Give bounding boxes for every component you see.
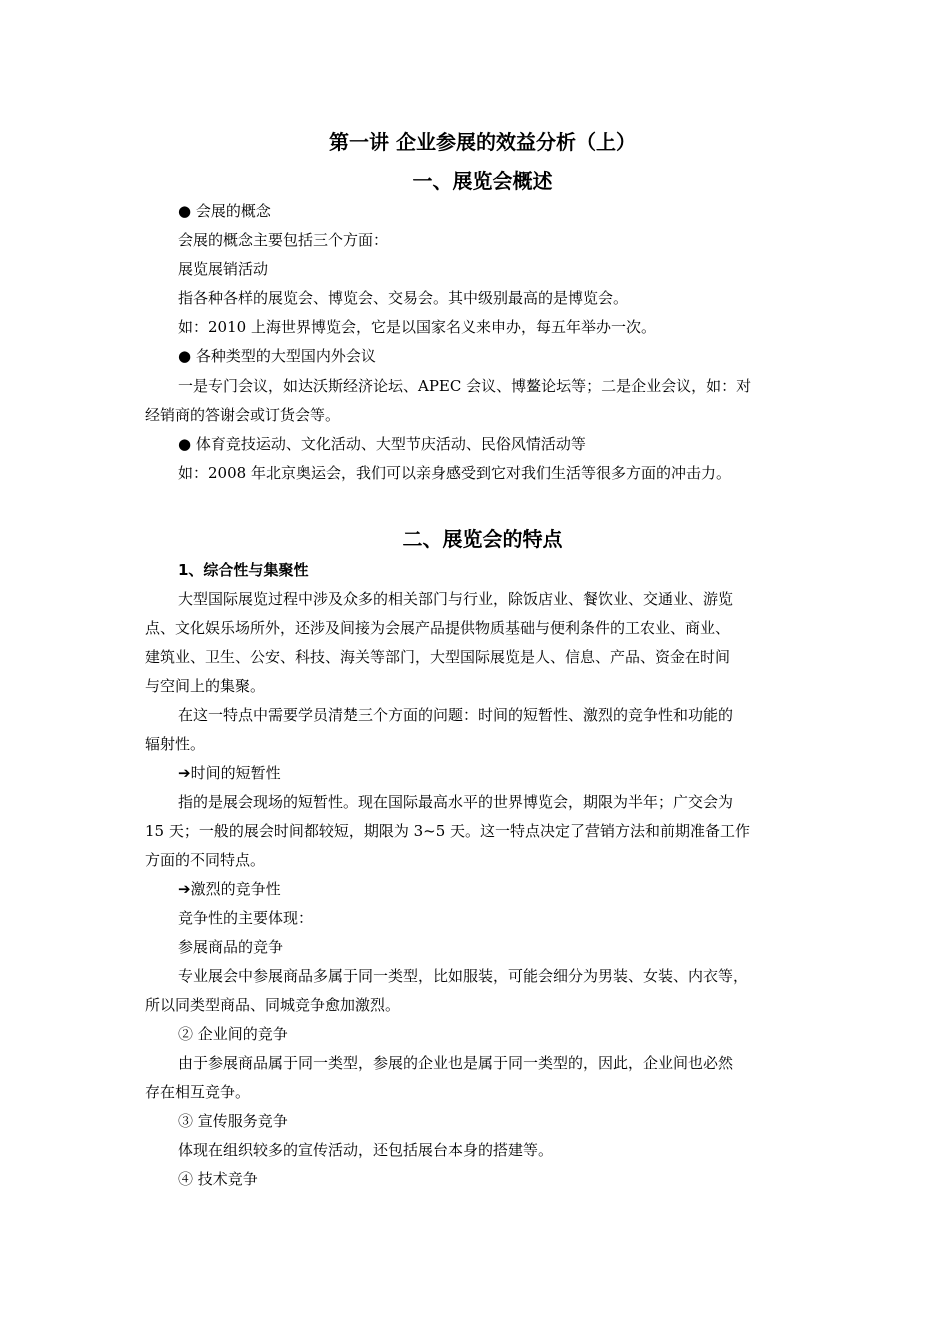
paragraph-line: 由于参展商品属于同一类型，参展的企业也是属于同一类型的，因此，企业间也必然 xyxy=(178,1054,734,1072)
paragraph-line: 方面的不同特点。 xyxy=(145,851,266,869)
section-heading-features: 二、展览会的特点 xyxy=(402,527,563,551)
paragraph-line: 点、文化娱乐场所外，还涉及间接为会展产品提供物质基础与便利条件的工农业、商业、 xyxy=(145,619,731,637)
paragraph-line: 15 天；一般的展会时间都较短，期限为 3~5 天。这一特点决定了营销方法和前期准备工作 xyxy=(145,822,751,840)
paragraph-line: 如：2008 年北京奥运会，我们可以亲身感受到它对我们生活等很多方面的冲击力。 xyxy=(178,464,731,482)
paragraph-line: 竞争性的主要体现： xyxy=(178,909,314,927)
numbered-item: ② 企业间的竞争 xyxy=(178,1025,288,1043)
paragraph-line: 指各种各样的展览会、博览会、交易会。其中级别最高的是博览会。 xyxy=(178,289,629,307)
paragraph-line: 体现在组织较多的宣传活动，还包括展台本身的搭建等。 xyxy=(178,1141,554,1159)
bullet-item: ● 各种类型的大型国内外会议 xyxy=(178,347,376,365)
paragraph-line: 经销商的答谢会或订货会等。 xyxy=(145,406,341,424)
paragraph-line: 专业展会中参展商品多属于同一类型，比如服装，可能会细分为男装、女装、内衣等， xyxy=(178,967,749,985)
paragraph-line: 辐射性。 xyxy=(145,735,206,753)
arrow-item: ➔激烈的竞争性 xyxy=(178,880,281,898)
paragraph-line: 如：2010 上海世界博览会，它是以国家名义来申办，每五年举办一次。 xyxy=(178,318,656,336)
paragraph-line: 建筑业、卫生、公安、科技、海关等部门，大型国际展览是人、信息、产品、资金在时间 xyxy=(145,648,731,666)
bullet-item: ● 体育竞技运动、文化活动、大型节庆活动、民俗风情活动等 xyxy=(178,435,586,453)
paragraph-line: 大型国际展览过程中涉及众多的相关部门与行业，除饭店业、餐饮业、交通业、游览 xyxy=(178,590,734,608)
bullet-item: ● 会展的概念 xyxy=(178,202,271,220)
paragraph-line: 存在相互竞争。 xyxy=(145,1083,251,1101)
subsection-heading: 1、综合性与集聚性 xyxy=(178,561,309,579)
paragraph-line: 所以同类型商品、同城竞争愈加激烈。 xyxy=(145,996,401,1014)
paragraph-line: 一是专门会议，如达沃斯经济论坛、APEC 会议、博鳌论坛等；二是企业会议，如：对 xyxy=(178,377,752,395)
paragraph-line: 会展的概念主要包括三个方面： xyxy=(178,231,389,249)
paragraph-line: 参展商品的竞争 xyxy=(178,938,284,956)
paragraph-line: 在这一特点中需要学员清楚三个方面的问题：时间的短暂性、激烈的竞争性和功能的 xyxy=(178,706,734,724)
paragraph-line: 展览展销活动 xyxy=(178,260,269,278)
numbered-item: ③ 宣传服务竞争 xyxy=(178,1112,288,1130)
numbered-item: ④ 技术竞争 xyxy=(178,1170,258,1188)
page-title: 第一讲 企业参展的效益分析（上） xyxy=(329,130,636,154)
arrow-item: ➔时间的短暂性 xyxy=(178,764,281,782)
section-heading-overview: 一、展览会概述 xyxy=(412,169,553,193)
paragraph-line: 与空间上的集聚。 xyxy=(145,677,266,695)
paragraph-line: 指的是展会现场的短暂性。现在国际最高水平的世界博览会，期限为半年；广交会为 xyxy=(178,793,734,811)
